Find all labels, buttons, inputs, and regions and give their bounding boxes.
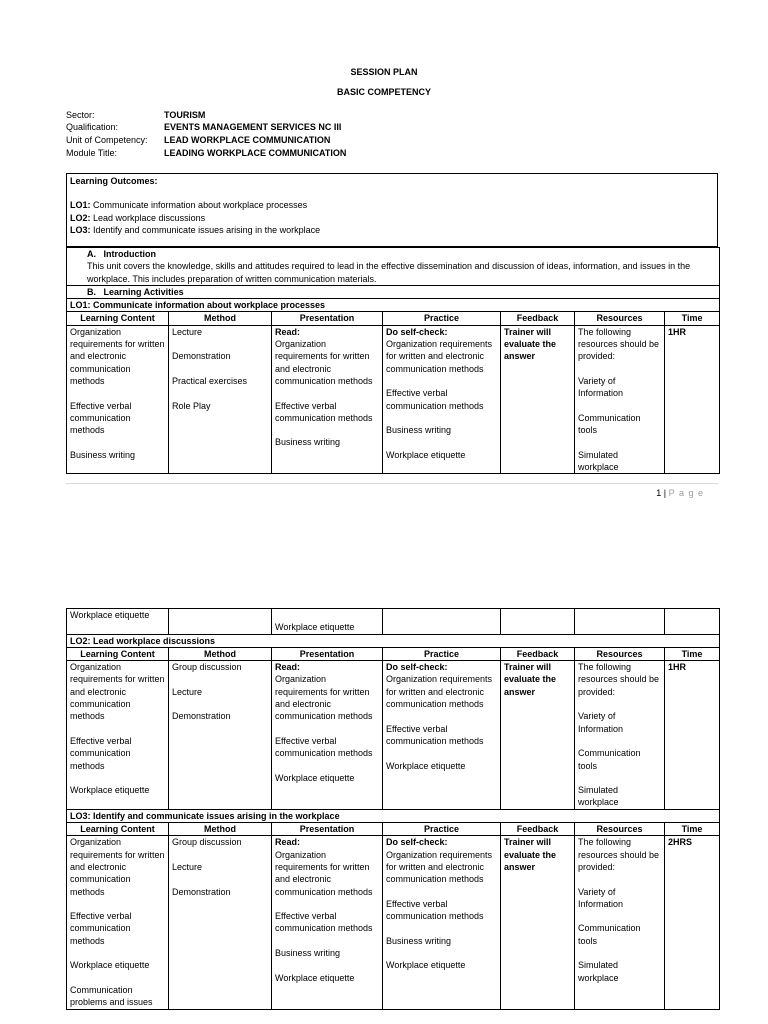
lo3-practice: Do self-check: Organization requirements for written and electronic communication methods Effective verbal communication methods Business writing Workplace etiquette: [383, 836, 501, 1009]
meta-label: Unit of Competency:: [66, 135, 148, 145]
col-method: Method: [169, 647, 272, 660]
column-header-row: [67, 823, 720, 836]
meta-value: LEADING WORKPLACE COMMUNICATION: [164, 148, 347, 158]
lo3-feedback: Trainer will evaluate the answer: [501, 836, 575, 1009]
cont-content: Workplace etiquette: [67, 609, 169, 635]
lo1-practice: Do self-check: Organization requirements for written and electronic communication methods Effective verbal communication methods Business writing Workplace etiquette: [383, 325, 501, 474]
lo3-method: Group discussion Lecture Demonstration: [169, 836, 272, 1009]
col-learning-content: Learning Content: [67, 647, 169, 660]
introduction-cell: [67, 248, 720, 286]
lo2-method: Group discussion Lecture Demonstration: [169, 661, 272, 810]
lo1-presentation: Read: Organization requirements for written and electronic communication methods Effective verbal communication methods Business writing: [272, 325, 383, 474]
cont-presentation: Workplace etiquette: [272, 609, 383, 635]
col-time: Time: [665, 823, 720, 836]
col-practice: Practice: [383, 823, 501, 836]
lo2-content: Organization requirements for written and electronic communication methods Effective verbal communication methods Workplace etiquette: [67, 661, 169, 810]
outcome-item: LO3: Identify and communicate issues arising in the workplace: [70, 224, 321, 235]
lo1-title: LO1: Communicate information about workplace processes: [67, 299, 720, 312]
session-table-page-2: [66, 608, 720, 1010]
col-presentation: Presentation: [272, 823, 383, 836]
col-practice: Practice: [383, 312, 501, 325]
lo3-content: Organization requirements for written and electronic communication methods Effective verbal communication methods Workplace etiquette Communication problems and issues: [67, 836, 169, 1009]
col-time: Time: [665, 312, 720, 325]
col-time: Time: [665, 647, 720, 660]
col-resources: Resources: [575, 312, 665, 325]
lo2-presentation: Read: Organization requirements for written and electronic communication methods Effective verbal communication methods Workplace etiquette: [272, 661, 383, 810]
learning-activities-heading: B. Learning Activities: [67, 285, 720, 298]
lo3-time: 2HRS: [665, 836, 720, 1009]
lo2-row: [67, 661, 720, 810]
page-footer: [600, 487, 704, 499]
lo2-time: 1HR: [665, 661, 720, 810]
lo3-resources: The following resources should be provided: Variety of Information Communication tools Simulated workplace: [575, 836, 665, 1009]
continued-row: [67, 609, 720, 635]
footer-divider: [66, 483, 718, 484]
lo1-method: Lecture Demonstration Practical exercises Role Play: [169, 325, 272, 474]
lo1-row: [67, 325, 720, 474]
lo3-row: [67, 836, 720, 1009]
lo1-time: 1HR: [665, 325, 720, 474]
introduction-heading: A. Introduction: [87, 249, 156, 259]
outcome-item: LO2: Lead workplace discussions: [70, 212, 206, 223]
outcome-item: LO1: Communicate information about workplace processes: [70, 200, 308, 211]
col-resources: Resources: [575, 823, 665, 836]
meta-label: Module Title:: [66, 148, 118, 158]
column-header-row: [67, 312, 720, 325]
introduction-text: This unit covers the knowledge, skills and attitudes required to lead in the effective dissemination and discussion of ideas, information, and issues in the workplace. This includes preparation of written communication materials.: [87, 261, 691, 284]
meta-value: EVENTS MANAGEMENT SERVICES NC III: [164, 122, 342, 132]
lo2-feedback: Trainer will evaluate the answer: [501, 661, 575, 810]
column-header-row: [67, 647, 720, 660]
meta-label: Qualification:: [66, 122, 119, 132]
col-presentation: Presentation: [272, 647, 383, 660]
learning-outcomes-box: [66, 173, 718, 247]
lo3-title: LO3: Identify and communicate issues arising in the workplace: [67, 809, 720, 822]
session-table-page-1: [66, 247, 720, 474]
document-title: SESSION PLAN: [350, 67, 418, 77]
lo1-feedback: Trainer will evaluate the answer: [501, 325, 575, 474]
col-method: Method: [169, 312, 272, 325]
meta-value: TOURISM: [164, 110, 206, 120]
page-separator: |: [663, 488, 667, 498]
meta-label: Sector:: [66, 110, 95, 120]
lo1-resources: The following resources should be provided: Variety of Information Communication tools Simulated workplace: [575, 325, 665, 474]
col-practice: Practice: [383, 647, 501, 660]
document-subtitle: BASIC COMPETENCY: [336, 87, 431, 97]
col-learning-content: Learning Content: [67, 312, 169, 325]
lo2-resources: The following resources should be provided: Variety of Information Communication tools Simulated workplace: [575, 661, 665, 810]
col-feedback: Feedback: [501, 647, 575, 660]
col-feedback: Feedback: [501, 823, 575, 836]
lo2-title: LO2: Lead workplace discussions: [67, 634, 720, 647]
page-number: 1: [656, 488, 662, 498]
meta-value: LEAD WORKPLACE COMMUNICATION: [164, 135, 331, 145]
col-method: Method: [169, 823, 272, 836]
col-learning-content: Learning Content: [67, 823, 169, 836]
outcomes-heading: Learning Outcomes:: [70, 176, 158, 186]
col-resources: Resources: [575, 647, 665, 660]
col-presentation: Presentation: [272, 312, 383, 325]
lo2-practice: Do self-check: Organization requirements for written and electronic communication methods Effective verbal communication methods Workplace etiquette: [383, 661, 501, 810]
lo1-content: Organization requirements for written and electronic communication methods Effective verbal communication methods Business writing: [67, 325, 169, 474]
lo3-presentation: Read: Organization requirements for written and electronic communication methods Effective verbal communication methods Business writing Workplace etiquette: [272, 836, 383, 1009]
page-word: P a g e: [668, 488, 704, 498]
col-feedback: Feedback: [501, 312, 575, 325]
